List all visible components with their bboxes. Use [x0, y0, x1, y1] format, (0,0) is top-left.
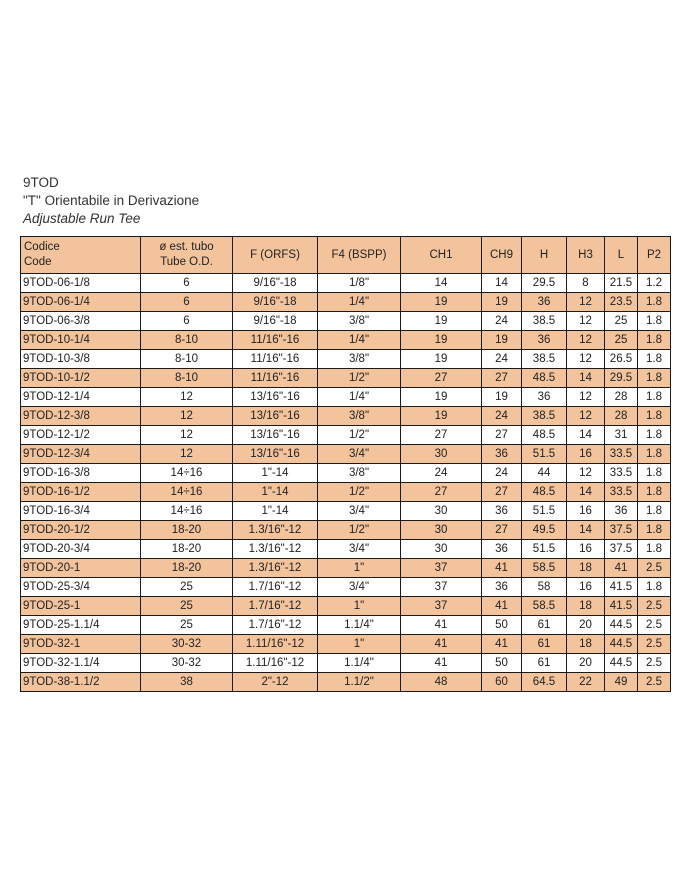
header-code	[21, 237, 141, 274]
cell-tube-od: 25	[141, 597, 233, 616]
cell-tube-od: 18-20	[141, 559, 233, 578]
cell-h3: 16	[567, 578, 605, 597]
cell-h3: 12	[567, 388, 605, 407]
cell-ch1: 30	[401, 540, 482, 559]
table-row	[21, 331, 671, 350]
cell-ch1: 27	[401, 426, 482, 445]
cell-h3: 22	[567, 673, 605, 692]
cell-h: 38.5	[522, 312, 567, 331]
cell-l: 28	[605, 388, 638, 407]
cell-f-orfs: 1.7/16"-12	[233, 578, 318, 597]
cell-f-orfs: 13/16"-16	[233, 388, 318, 407]
cell-ch9: 19	[482, 293, 522, 312]
cell-f-orfs: 11/16"-16	[233, 350, 318, 369]
cell-p2: 1.8	[638, 483, 671, 502]
cell-code: 9TOD-32-1.1/4	[21, 654, 141, 673]
cell-f-orfs: 1"-14	[233, 464, 318, 483]
cell-ch9: 41	[482, 635, 522, 654]
cell-ch1: 41	[401, 635, 482, 654]
cell-f-orfs: 1"-14	[233, 502, 318, 521]
cell-code: 9TOD-10-1/4	[21, 331, 141, 350]
table-row	[21, 540, 671, 559]
cell-h3: 16	[567, 445, 605, 464]
cell-h3: 16	[567, 502, 605, 521]
cell-code: 9TOD-16-1/2	[21, 483, 141, 502]
cell-f4-bspp: 1"	[318, 559, 401, 578]
cell-tube-od: 14÷16	[141, 483, 233, 502]
cell-f-orfs: 1.3/16"-12	[233, 559, 318, 578]
cell-p2: 1.8	[638, 312, 671, 331]
cell-f-orfs: 1.7/16"-12	[233, 597, 318, 616]
cell-ch1: 27	[401, 369, 482, 388]
table-row	[21, 654, 671, 673]
cell-f4-bspp: 1/4"	[318, 388, 401, 407]
cell-p2: 1.8	[638, 540, 671, 559]
cell-p2: 2.5	[638, 673, 671, 692]
cell-f-orfs: 1.11/16"-12	[233, 654, 318, 673]
cell-ch1: 30	[401, 502, 482, 521]
table-row	[21, 407, 671, 426]
cell-f4-bspp: 1/2"	[318, 483, 401, 502]
cell-h: 38.5	[522, 407, 567, 426]
cell-tube-od: 12	[141, 445, 233, 464]
cell-h: 38.5	[522, 350, 567, 369]
cell-h: 58.5	[522, 597, 567, 616]
cell-f-orfs: 2"-12	[233, 673, 318, 692]
cell-ch9: 41	[482, 559, 522, 578]
cell-ch9: 60	[482, 673, 522, 692]
cell-code: 9TOD-25-1	[21, 597, 141, 616]
header-tube-od-line: Tube O.D.	[160, 256, 213, 268]
cell-tube-od: 18-20	[141, 521, 233, 540]
cell-h3: 18	[567, 635, 605, 654]
cell-h3: 12	[567, 293, 605, 312]
cell-h3: 12	[567, 312, 605, 331]
cell-l: 33.5	[605, 445, 638, 464]
cell-l: 37.5	[605, 540, 638, 559]
cell-code: 9TOD-38-1.1/2	[21, 673, 141, 692]
header-tube-od-line: ø est. tubo	[159, 241, 214, 253]
cell-tube-od: 6	[141, 312, 233, 331]
cell-h: 36	[522, 293, 567, 312]
cell-p2: 1.2	[638, 274, 671, 293]
cell-tube-od: 6	[141, 293, 233, 312]
table-body	[21, 274, 671, 692]
cell-p2: 1.8	[638, 502, 671, 521]
cell-p2: 1.8	[638, 331, 671, 350]
english-title: Adjustable Run Tee	[23, 211, 141, 226]
cell-ch1: 19	[401, 293, 482, 312]
cell-h: 48.5	[522, 426, 567, 445]
cell-f-orfs: 1.3/16"-12	[233, 540, 318, 559]
italian-title: "T" Orientabile in Derivazione	[23, 193, 200, 208]
cell-p2: 1.8	[638, 407, 671, 426]
cell-code: 9TOD-16-3/8	[21, 464, 141, 483]
cell-code: 9TOD-16-3/4	[21, 502, 141, 521]
cell-ch9: 24	[482, 350, 522, 369]
cell-ch1: 30	[401, 445, 482, 464]
cell-f4-bspp: 1/8"	[318, 274, 401, 293]
cell-code: 9TOD-06-1/8	[21, 274, 141, 293]
cell-f-orfs: 1.7/16"-12	[233, 616, 318, 635]
cell-p2: 1.8	[638, 521, 671, 540]
header-h3	[567, 237, 605, 274]
cell-ch9: 36	[482, 502, 522, 521]
cell-tube-od: 8-10	[141, 350, 233, 369]
cell-h: 58	[522, 578, 567, 597]
cell-l: 28	[605, 407, 638, 426]
table-row	[21, 293, 671, 312]
cell-code: 9TOD-25-3/4	[21, 578, 141, 597]
cell-ch1: 41	[401, 616, 482, 635]
cell-tube-od: 8-10	[141, 331, 233, 350]
cell-ch1: 19	[401, 331, 482, 350]
cell-tube-od: 12	[141, 407, 233, 426]
header-code-line: Code	[24, 256, 52, 268]
cell-ch9: 27	[482, 369, 522, 388]
cell-ch9: 41	[482, 597, 522, 616]
cell-l: 36	[605, 502, 638, 521]
cell-l: 41	[605, 559, 638, 578]
cell-p2: 2.5	[638, 597, 671, 616]
table-row	[21, 635, 671, 654]
cell-p2: 1.8	[638, 464, 671, 483]
cell-f4-bspp: 3/8"	[318, 350, 401, 369]
cell-l: 29.5	[605, 369, 638, 388]
cell-h: 44	[522, 464, 567, 483]
cell-tube-od: 6	[141, 274, 233, 293]
cell-l: 49	[605, 673, 638, 692]
cell-tube-od: 18-20	[141, 540, 233, 559]
cell-f-orfs: 11/16"-16	[233, 331, 318, 350]
cell-ch9: 50	[482, 616, 522, 635]
cell-code: 9TOD-10-3/8	[21, 350, 141, 369]
cell-h3: 12	[567, 464, 605, 483]
cell-tube-od: 30-32	[141, 635, 233, 654]
cell-l: 44.5	[605, 635, 638, 654]
product-code-title: 9TOD	[23, 175, 59, 190]
cell-f4-bspp: 1/2"	[318, 426, 401, 445]
cell-tube-od: 30-32	[141, 654, 233, 673]
cell-ch9: 14	[482, 274, 522, 293]
cell-code: 9TOD-25-1.1/4	[21, 616, 141, 635]
cell-ch9: 24	[482, 464, 522, 483]
cell-l: 37.5	[605, 521, 638, 540]
cell-h: 58.5	[522, 559, 567, 578]
cell-f4-bspp: 1"	[318, 635, 401, 654]
cell-h3: 8	[567, 274, 605, 293]
cell-ch9: 36	[482, 578, 522, 597]
header-ch1-line: CH1	[429, 248, 453, 261]
cell-ch1: 48	[401, 673, 482, 692]
cell-ch1: 30	[401, 521, 482, 540]
cell-tube-od: 12	[141, 388, 233, 407]
cell-h3: 14	[567, 426, 605, 445]
cell-h3: 20	[567, 654, 605, 673]
header-l	[605, 237, 638, 274]
cell-h: 29.5	[522, 274, 567, 293]
header-tube-od	[141, 237, 233, 274]
cell-f-orfs: 13/16"-16	[233, 426, 318, 445]
cell-l: 26.5	[605, 350, 638, 369]
cell-ch1: 24	[401, 464, 482, 483]
table-row	[21, 369, 671, 388]
cell-ch9: 50	[482, 654, 522, 673]
table-row	[21, 597, 671, 616]
cell-l: 31	[605, 426, 638, 445]
cell-ch1: 27	[401, 483, 482, 502]
cell-h3: 16	[567, 540, 605, 559]
header-h-line: H	[539, 248, 549, 261]
cell-p2: 1.8	[638, 350, 671, 369]
cell-h3: 18	[567, 559, 605, 578]
cell-f-orfs: 9/16"-18	[233, 312, 318, 331]
table-row	[21, 483, 671, 502]
header-p2-line: P2	[646, 248, 662, 261]
cell-code: 9TOD-12-3/4	[21, 445, 141, 464]
cell-h3: 14	[567, 369, 605, 388]
cell-l: 33.5	[605, 483, 638, 502]
cell-h3: 20	[567, 616, 605, 635]
cell-ch9: 24	[482, 312, 522, 331]
cell-tube-od: 25	[141, 578, 233, 597]
cell-ch1: 37	[401, 578, 482, 597]
cell-l: 21.5	[605, 274, 638, 293]
cell-f-orfs: 13/16"-16	[233, 445, 318, 464]
cell-f-orfs: 9/16"-18	[233, 274, 318, 293]
cell-f4-bspp: 1/2"	[318, 521, 401, 540]
cell-code: 9TOD-06-3/8	[21, 312, 141, 331]
header-l-line: L	[617, 248, 625, 261]
cell-code: 9TOD-20-1	[21, 559, 141, 578]
cell-ch9: 24	[482, 407, 522, 426]
table-row	[21, 521, 671, 540]
header-p2	[638, 237, 671, 274]
cell-h3: 14	[567, 521, 605, 540]
header-f-orfs-line: F (ORFS)	[250, 248, 300, 261]
cell-ch9: 27	[482, 426, 522, 445]
table-row	[21, 578, 671, 597]
cell-code: 9TOD-06-1/4	[21, 293, 141, 312]
cell-f4-bspp: 1/4"	[318, 293, 401, 312]
cell-h: 61	[522, 616, 567, 635]
cell-ch1: 19	[401, 350, 482, 369]
cell-ch1: 41	[401, 654, 482, 673]
cell-f-orfs: 11/16"-16	[233, 369, 318, 388]
cell-ch1: 19	[401, 312, 482, 331]
cell-ch9: 19	[482, 331, 522, 350]
cell-f-orfs: 13/16"-16	[233, 407, 318, 426]
cell-f4-bspp: 3/4"	[318, 540, 401, 559]
header-ch9	[482, 237, 522, 274]
cell-l: 25	[605, 312, 638, 331]
table-row	[21, 616, 671, 635]
cell-l: 44.5	[605, 616, 638, 635]
table-row	[21, 312, 671, 331]
cell-ch1: 14	[401, 274, 482, 293]
cell-ch9: 19	[482, 388, 522, 407]
cell-code: 9TOD-10-1/2	[21, 369, 141, 388]
cell-p2: 1.8	[638, 426, 671, 445]
page-heading	[23, 174, 199, 228]
cell-h: 48.5	[522, 369, 567, 388]
cell-code: 9TOD-12-1/4	[21, 388, 141, 407]
cell-h: 51.5	[522, 540, 567, 559]
cell-f4-bspp: 1.1/4"	[318, 654, 401, 673]
cell-p2: 1.8	[638, 578, 671, 597]
header-f-orfs	[233, 237, 318, 274]
cell-tube-od: 38	[141, 673, 233, 692]
table-row	[21, 559, 671, 578]
cell-h: 48.5	[522, 483, 567, 502]
cell-f4-bspp: 3/8"	[318, 407, 401, 426]
cell-p2: 2.5	[638, 654, 671, 673]
table-row	[21, 426, 671, 445]
cell-l: 25	[605, 331, 638, 350]
specification-table	[20, 236, 671, 692]
cell-ch9: 27	[482, 483, 522, 502]
header-ch1	[401, 237, 482, 274]
header-f4-bspp-line: F4 (BSPP)	[331, 248, 387, 261]
header-ch9-line: CH9	[489, 248, 513, 261]
cell-tube-od: 8-10	[141, 369, 233, 388]
cell-f4-bspp: 1/2"	[318, 369, 401, 388]
table-row	[21, 502, 671, 521]
cell-h: 51.5	[522, 445, 567, 464]
cell-l: 44.5	[605, 654, 638, 673]
header-f4-bspp	[318, 237, 401, 274]
cell-l: 33.5	[605, 464, 638, 483]
cell-p2: 1.8	[638, 445, 671, 464]
table-row	[21, 673, 671, 692]
cell-code: 9TOD-20-3/4	[21, 540, 141, 559]
header-code-line: Codice	[24, 241, 60, 253]
cell-code: 9TOD-32-1	[21, 635, 141, 654]
cell-ch1: 19	[401, 388, 482, 407]
cell-code: 9TOD-12-1/2	[21, 426, 141, 445]
cell-tube-od: 14÷16	[141, 464, 233, 483]
cell-tube-od: 14÷16	[141, 502, 233, 521]
cell-f4-bspp: 1"	[318, 597, 401, 616]
cell-h: 61	[522, 654, 567, 673]
table-header-row	[21, 237, 671, 274]
cell-h3: 14	[567, 483, 605, 502]
cell-ch9: 27	[482, 521, 522, 540]
cell-h: 36	[522, 388, 567, 407]
cell-f-orfs: 1.11/16"-12	[233, 635, 318, 654]
cell-h: 49.5	[522, 521, 567, 540]
cell-l: 41.5	[605, 578, 638, 597]
cell-f-orfs: 1"-14	[233, 483, 318, 502]
cell-p2: 1.8	[638, 293, 671, 312]
cell-l: 23.5	[605, 293, 638, 312]
cell-p2: 2.5	[638, 616, 671, 635]
cell-h: 36	[522, 331, 567, 350]
cell-f4-bspp: 3/4"	[318, 502, 401, 521]
cell-f4-bspp: 1.1/2"	[318, 673, 401, 692]
cell-f4-bspp: 3/8"	[318, 312, 401, 331]
table-row	[21, 274, 671, 293]
cell-ch1: 37	[401, 559, 482, 578]
cell-code: 9TOD-12-3/8	[21, 407, 141, 426]
cell-h3: 12	[567, 407, 605, 426]
table-row	[21, 350, 671, 369]
cell-tube-od: 12	[141, 426, 233, 445]
cell-tube-od: 25	[141, 616, 233, 635]
cell-h: 64.5	[522, 673, 567, 692]
cell-h3: 12	[567, 350, 605, 369]
cell-p2: 2.5	[638, 635, 671, 654]
cell-f4-bspp: 3/4"	[318, 445, 401, 464]
cell-h: 61	[522, 635, 567, 654]
cell-ch9: 36	[482, 540, 522, 559]
cell-ch9: 36	[482, 445, 522, 464]
cell-p2: 1.8	[638, 369, 671, 388]
cell-f4-bspp: 1.1/4"	[318, 616, 401, 635]
header-h	[522, 237, 567, 274]
cell-l: 41.5	[605, 597, 638, 616]
cell-h3: 12	[567, 331, 605, 350]
cell-ch1: 37	[401, 597, 482, 616]
cell-ch1: 19	[401, 407, 482, 426]
cell-f4-bspp: 3/8"	[318, 464, 401, 483]
cell-p2: 2.5	[638, 559, 671, 578]
cell-f4-bspp: 1/4"	[318, 331, 401, 350]
cell-f4-bspp: 3/4"	[318, 578, 401, 597]
table-row	[21, 388, 671, 407]
table-row	[21, 464, 671, 483]
cell-h: 51.5	[522, 502, 567, 521]
cell-p2: 1.8	[638, 388, 671, 407]
cell-code: 9TOD-20-1/2	[21, 521, 141, 540]
header-h3-line: H3	[578, 248, 593, 261]
cell-h3: 18	[567, 597, 605, 616]
cell-f-orfs: 9/16"-18	[233, 293, 318, 312]
table-row	[21, 445, 671, 464]
cell-f-orfs: 1.3/16"-12	[233, 521, 318, 540]
